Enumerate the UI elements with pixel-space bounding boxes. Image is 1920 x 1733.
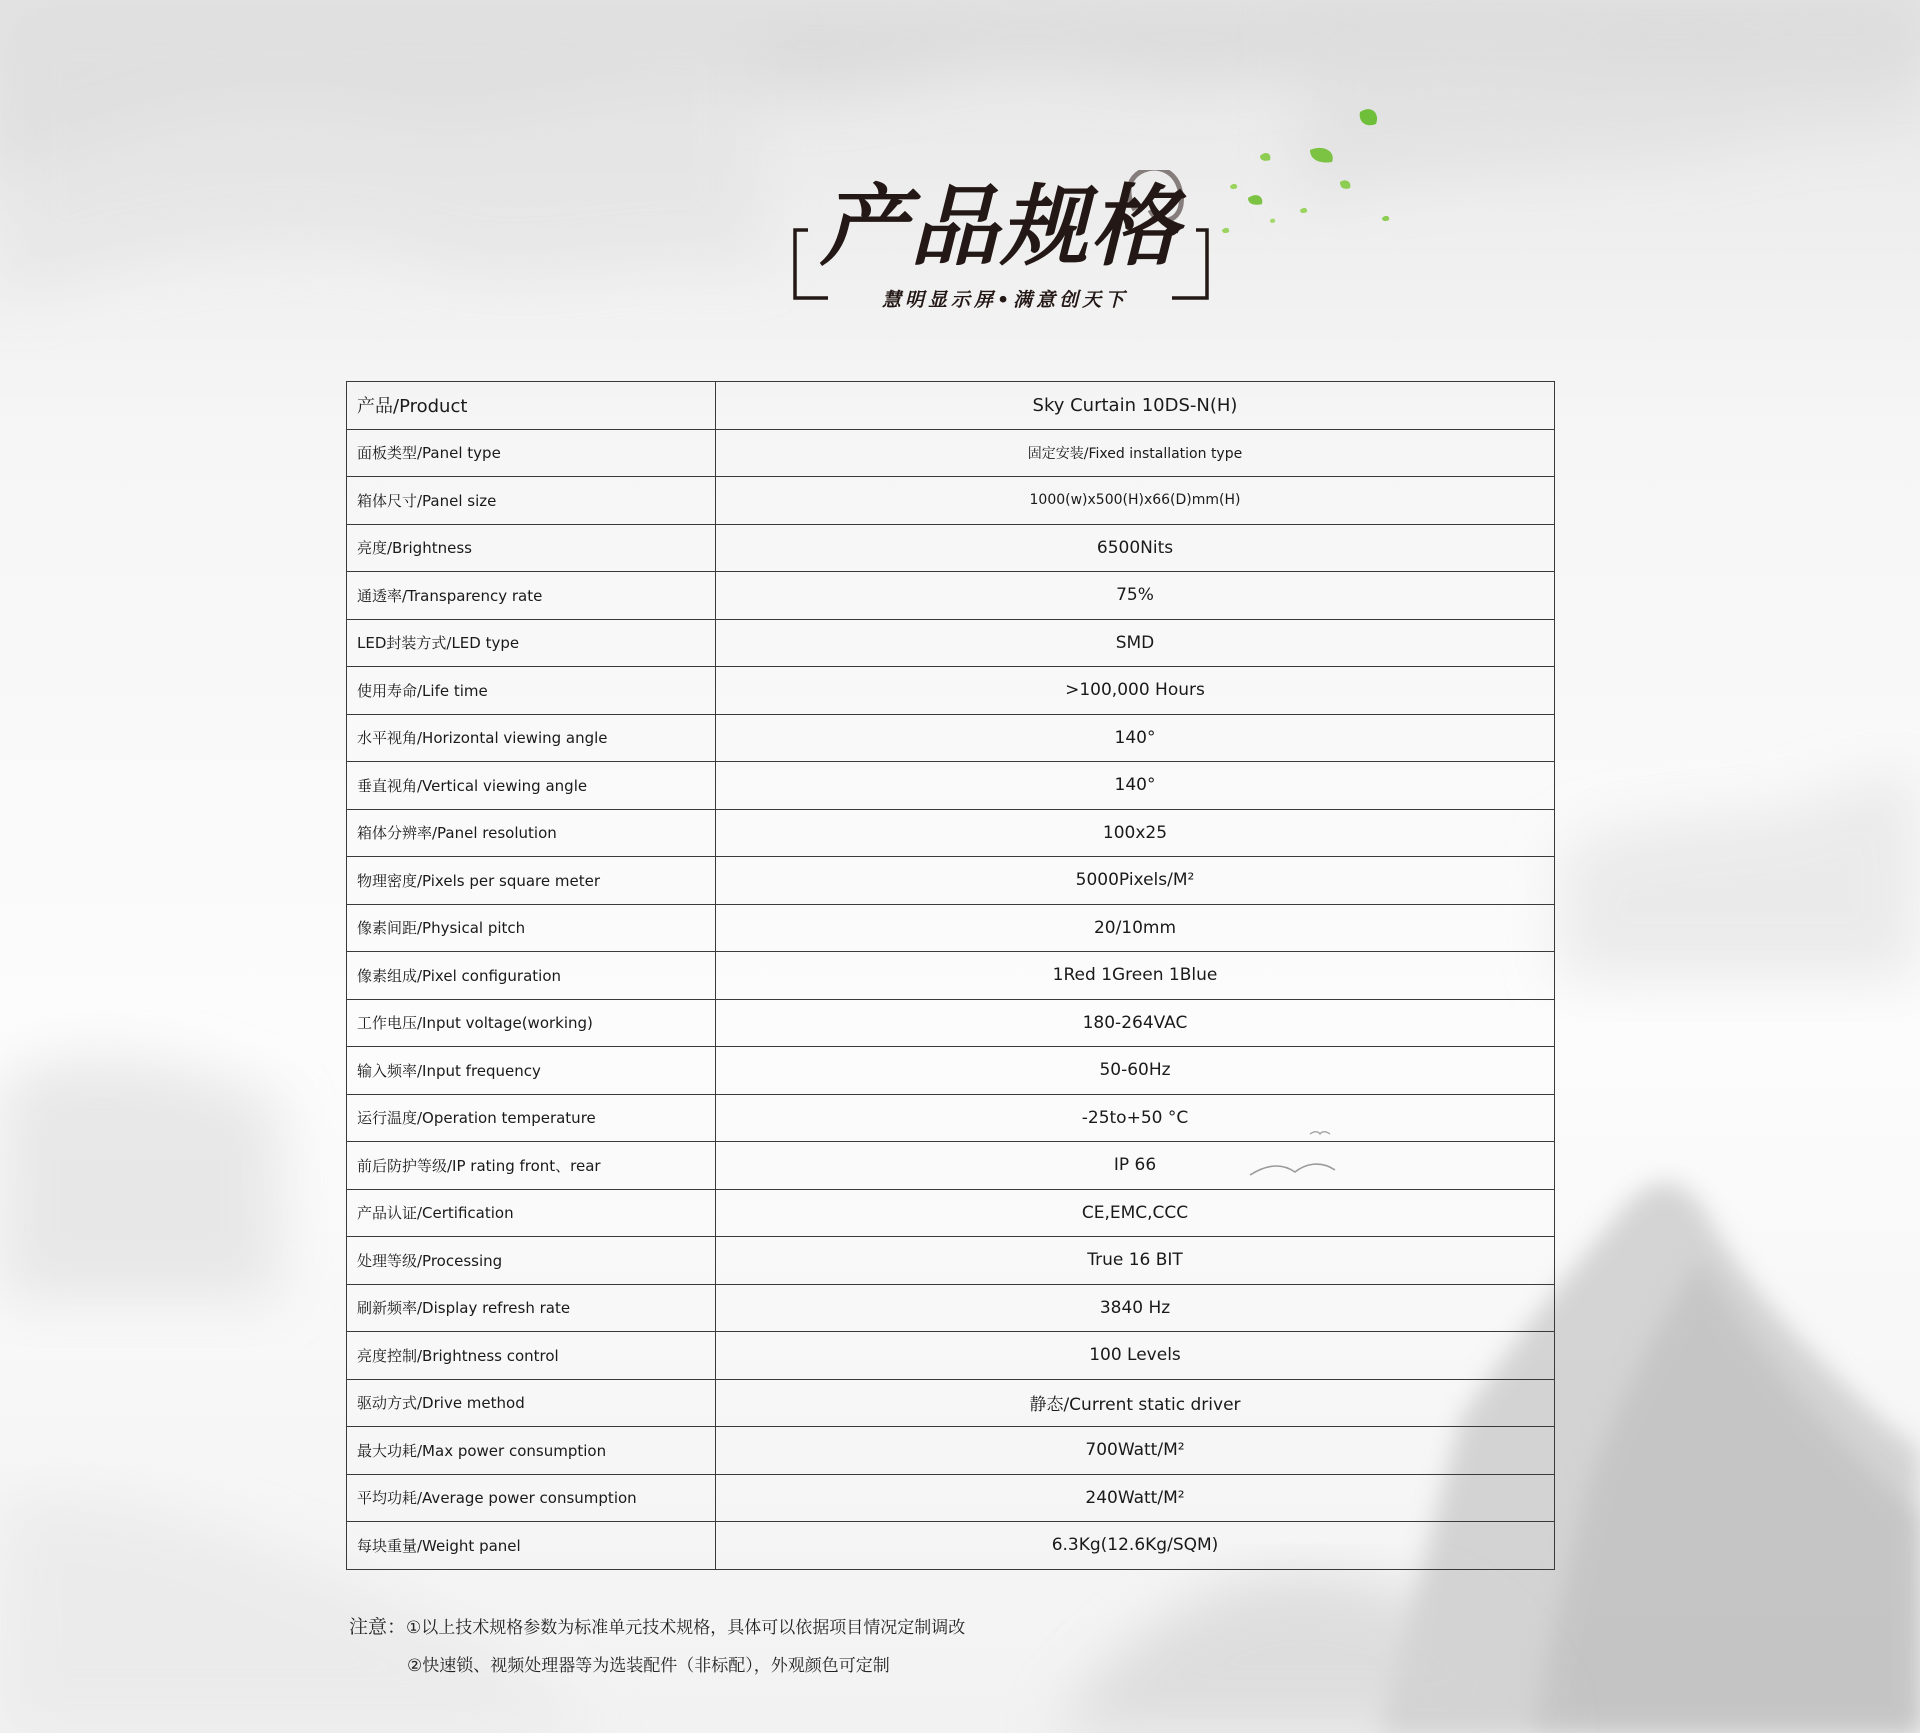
table-row: [347, 857, 1555, 905]
spec-label: 前后防护等级/IP rating front、rear: [347, 1142, 716, 1190]
spec-label: 运行温度/Operation temperature: [347, 1094, 716, 1142]
spec-value: 5000Pixels/M²: [716, 857, 1555, 905]
spec-value: IP 66: [716, 1142, 1555, 1190]
spec-value: >100,000 Hours: [716, 667, 1555, 715]
table-row: [347, 762, 1555, 810]
table-row: [347, 667, 1555, 715]
table-row: [347, 1094, 1555, 1142]
table-row: [347, 382, 1555, 430]
spec-value: 100 Levels: [716, 1332, 1555, 1380]
spec-label: 箱体尺寸/Panel size: [347, 477, 716, 525]
table-row: [347, 904, 1555, 952]
spec-value: 75%: [716, 572, 1555, 620]
title-block: [790, 170, 1212, 311]
spec-label: 亮度控制/Brightness control: [347, 1332, 716, 1380]
spec-table: [346, 381, 1555, 1570]
table-row: [347, 429, 1555, 477]
spec-value: True 16 BIT: [716, 1237, 1555, 1285]
table-row: [347, 714, 1555, 762]
note-line-1: [349, 1608, 965, 1647]
note-label: 注意：: [349, 1616, 407, 1638]
note-text-2: ②快速锁、视频处理器等为选装配件（非标配），外观颜色可定制: [407, 1656, 890, 1676]
spec-value: 6.3Kg(12.6Kg/SQM): [716, 1522, 1555, 1570]
table-row: [347, 1189, 1555, 1237]
spec-label: 垂直视角/Vertical viewing angle: [347, 762, 716, 810]
table-row: [347, 1047, 1555, 1095]
page-subtitle: 慧明显示屏•满意创天下: [882, 289, 1129, 311]
spec-value: 3840 Hz: [716, 1284, 1555, 1332]
table-row: [347, 1474, 1555, 1522]
spec-value: 静态/Current static driver: [716, 1379, 1555, 1427]
spec-value: 240Watt/M²: [716, 1474, 1555, 1522]
note-line-2: [349, 1647, 965, 1685]
spec-value: Sky Curtain 10DS-N(H): [716, 382, 1555, 430]
spec-label: 产品认证/Certification: [347, 1189, 716, 1237]
note-text-1: ①以上技术规格参数为标准单元技术规格，具体可以依据项目情况定制调改: [406, 1618, 966, 1638]
spec-label: 处理等级/Processing: [347, 1237, 716, 1285]
spec-value: 1000(w)x500(H)x66(D)mm(H): [716, 477, 1555, 525]
spec-value: 1Red 1Green 1Blue: [716, 952, 1555, 1000]
spec-label: 驱动方式/Drive method: [347, 1379, 716, 1427]
notes-section: [349, 1608, 965, 1685]
spec-value: CE,EMC,CCC: [716, 1189, 1555, 1237]
table-row: [347, 1142, 1555, 1190]
spec-label: 箱体分辨率/Panel resolution: [347, 809, 716, 857]
spec-label: 刷新频率/Display refresh rate: [347, 1284, 716, 1332]
spec-value: 50-60Hz: [716, 1047, 1555, 1095]
spec-value: 6500Nits: [716, 524, 1555, 572]
spec-value: 140°: [716, 762, 1555, 810]
spec-label: 水平视角/Horizontal viewing angle: [347, 714, 716, 762]
table-row: [347, 1284, 1555, 1332]
table-row: [347, 1522, 1555, 1570]
table-row: [347, 952, 1555, 1000]
spec-label: 工作电压/Input voltage(working): [347, 999, 716, 1047]
table-row: [347, 1237, 1555, 1285]
spec-label: 使用寿命/Life time: [347, 667, 716, 715]
table-row: [347, 524, 1555, 572]
spec-label: 平均功耗/Average power consumption: [347, 1474, 716, 1522]
spec-value: 固定安装/Fixed installation type: [716, 429, 1555, 477]
spec-label: 物理密度/Pixels per square meter: [347, 857, 716, 905]
table-row: [347, 1332, 1555, 1380]
spec-label: 输入频率/Input frequency: [347, 1047, 716, 1095]
spec-value: SMD: [716, 619, 1555, 667]
spec-label: 面板类型/Panel type: [347, 429, 716, 477]
spec-label: 最大功耗/Max power consumption: [347, 1427, 716, 1475]
table-row: [347, 572, 1555, 620]
green-leaves-icon: [1200, 100, 1400, 260]
table-row: [347, 619, 1555, 667]
spec-label: 通透率/Transparency rate: [347, 572, 716, 620]
spec-value: 180-264VAC: [716, 999, 1555, 1047]
spec-value: 20/10mm: [716, 904, 1555, 952]
spec-label: 每块重量/Weight panel: [347, 1522, 716, 1570]
spec-label: LED封装方式/LED type: [347, 619, 716, 667]
table-row: [347, 809, 1555, 857]
page-title: 产品规格: [820, 174, 1181, 278]
spec-label: 像素间距/Physical pitch: [347, 904, 716, 952]
table-row: [347, 999, 1555, 1047]
spec-value: 140°: [716, 714, 1555, 762]
spec-label: 像素组成/Pixel configuration: [347, 952, 716, 1000]
spec-label: 亮度/Brightness: [347, 524, 716, 572]
spec-label: 产品/Product: [347, 382, 716, 430]
spec-value: 100x25: [716, 809, 1555, 857]
spec-value: 700Watt/M²: [716, 1427, 1555, 1475]
spec-value: -25to+50 °C: [716, 1094, 1555, 1142]
table-row: [347, 1379, 1555, 1427]
table-row: [347, 477, 1555, 525]
table-row: [347, 1427, 1555, 1475]
